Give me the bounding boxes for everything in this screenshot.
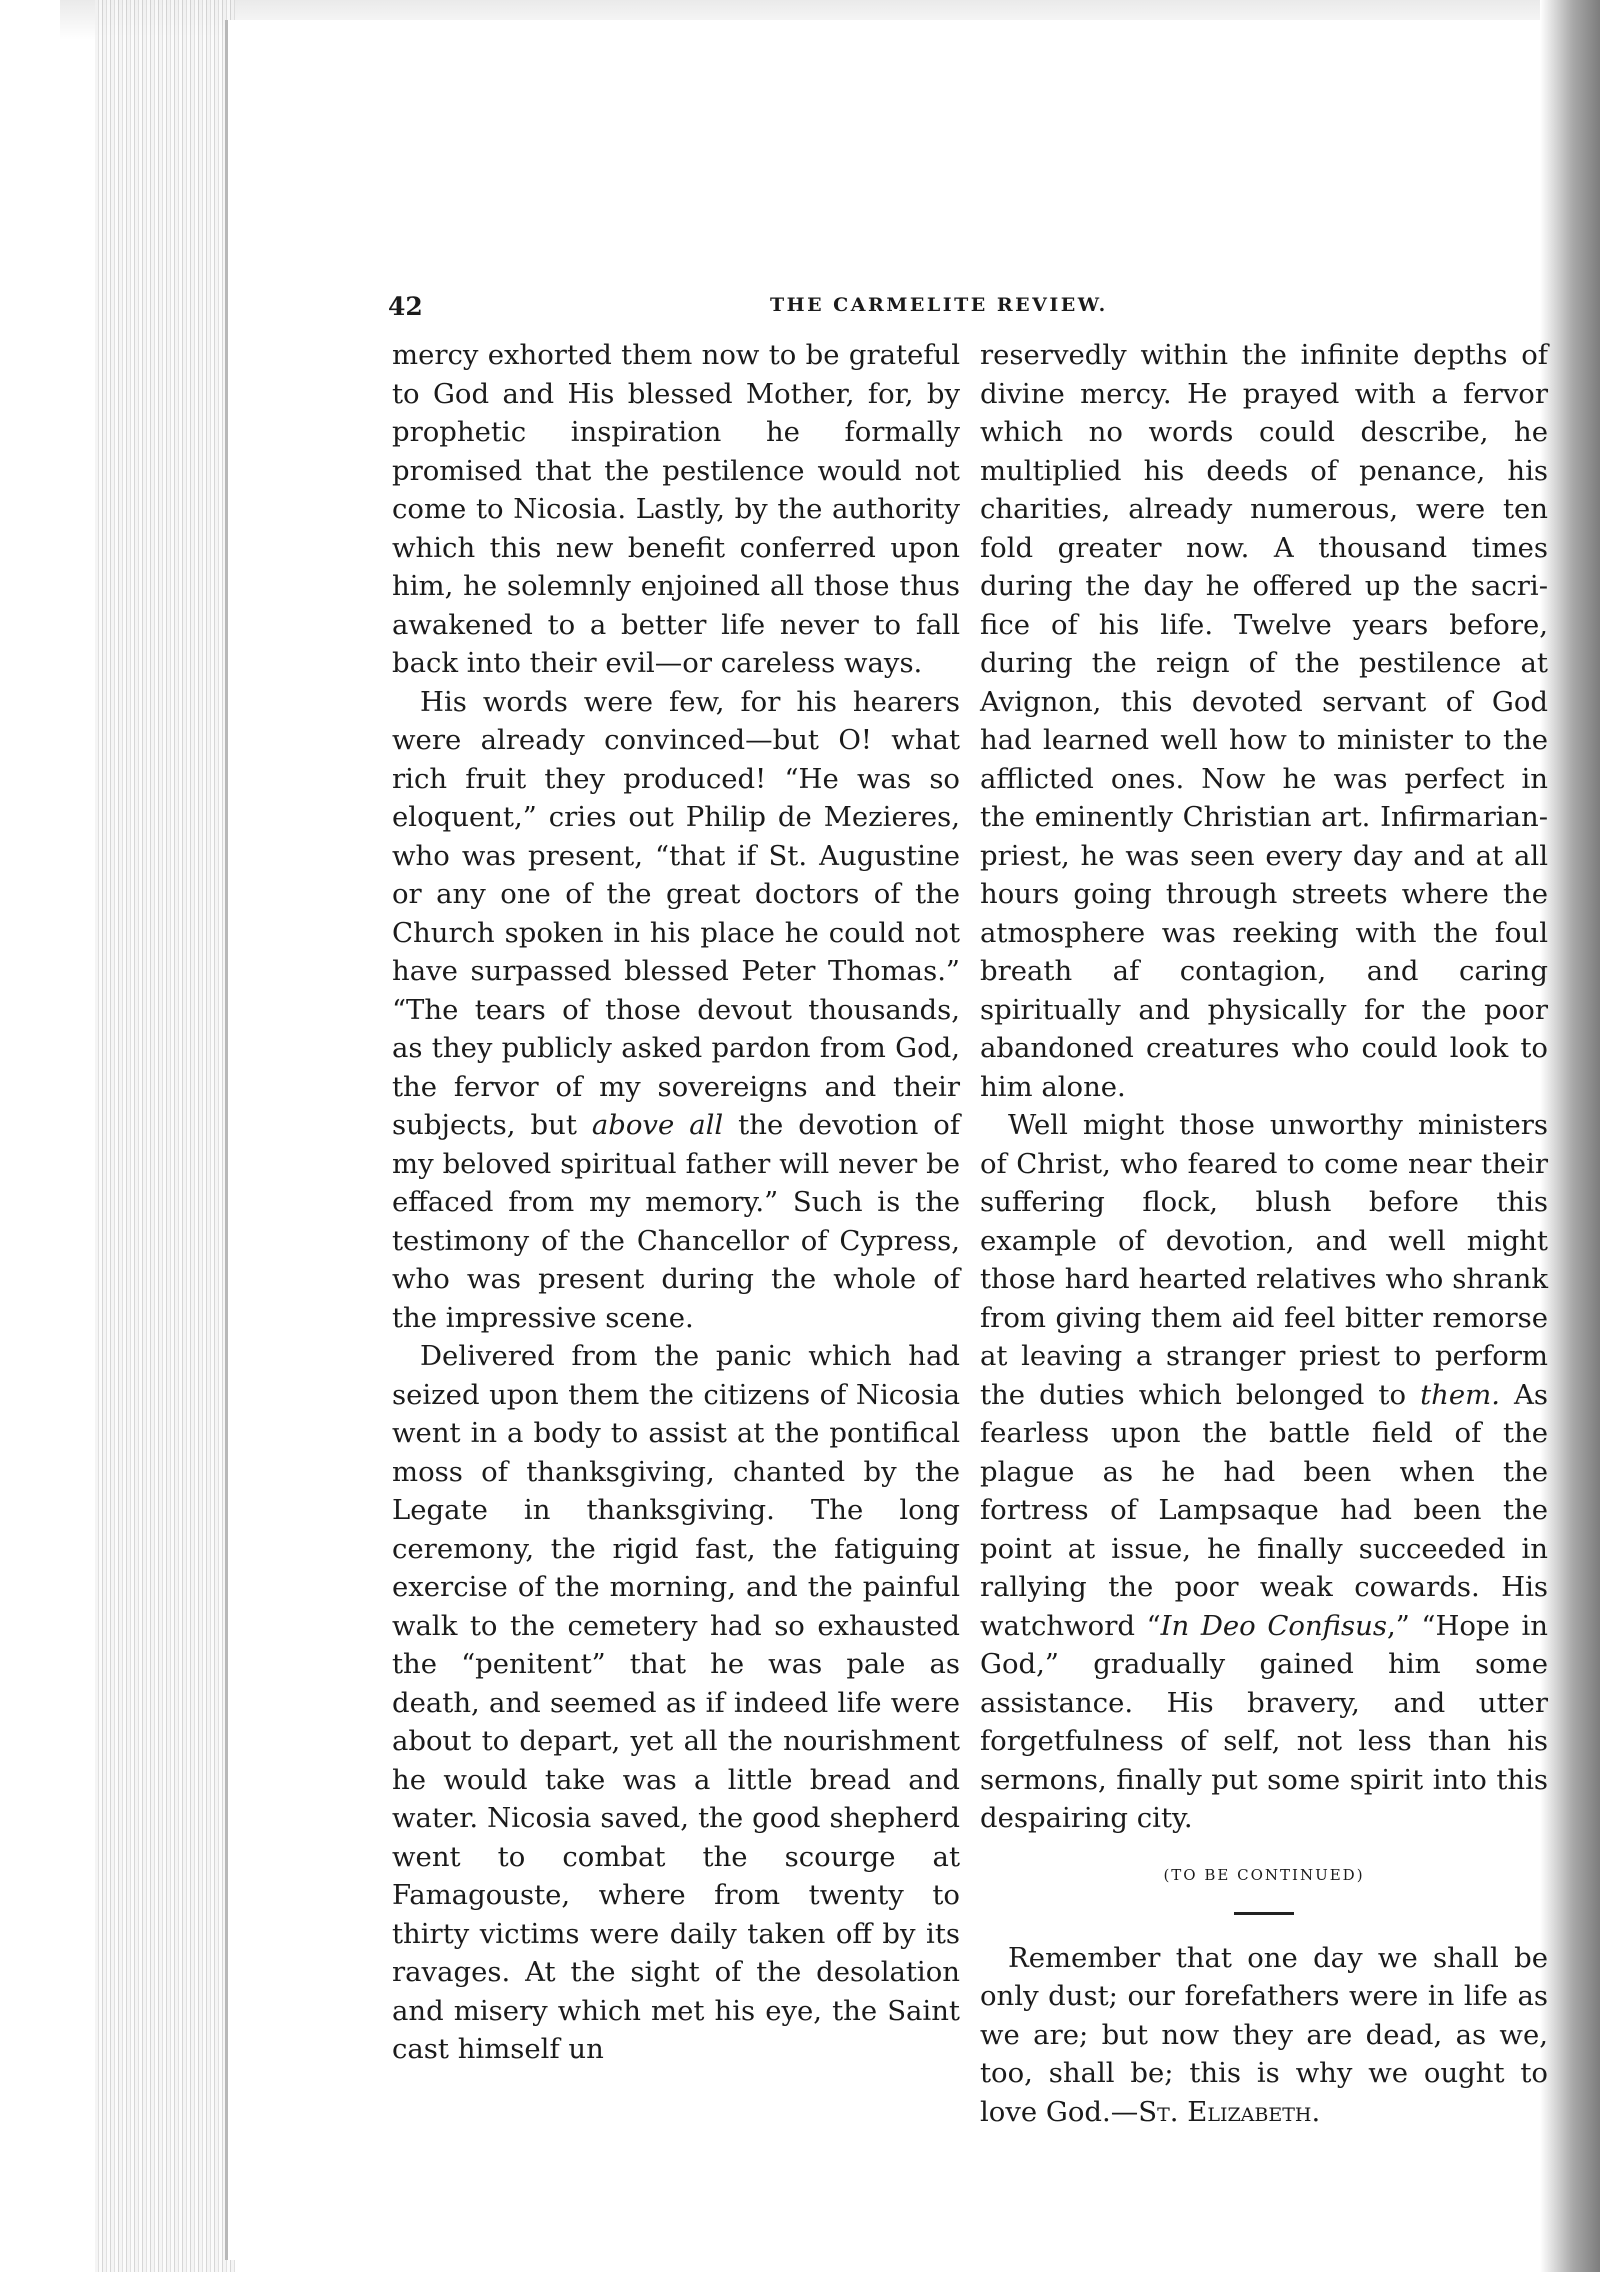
right-column bbox=[980, 336, 1548, 2131]
text-span: ,” “Hope in God,” gradually gained him some assistance. His bravery, and utter forgetfulness of self, not less than his sermons, finally put some spirit into this despairing city. bbox=[980, 1609, 1548, 1834]
paragraph-his-words bbox=[392, 683, 960, 1338]
paragraph-well-might bbox=[980, 1106, 1548, 1838]
journal-title: THE CARMELITE REVIEW. bbox=[770, 294, 1108, 316]
section-divider bbox=[1234, 1912, 1294, 1915]
to-be-continued-note: (TO BE CONTINUED) bbox=[1163, 1865, 1365, 1884]
running-head bbox=[388, 292, 1548, 332]
quote-attribution: St. Elizabeth. bbox=[1138, 2095, 1321, 2128]
quote-text: Remember that one day we shall be only dust; our forefathers were in life as we are; but now they are dead, as we, too, shall be; this is why we ought to love God.— bbox=[980, 1941, 1548, 2128]
book-gutter-shadow bbox=[1540, 0, 1600, 2272]
italic-phrase: above all bbox=[591, 1109, 724, 1141]
closing-quote bbox=[980, 1939, 1548, 2132]
text-span: the devotion of my beloved spiritual father will never be effaced from my memory.” Such is the testimony of the Chancellor of Cypress, who was present during the whole of the impressive scene. bbox=[392, 1109, 960, 1334]
paragraph-delivered: Delivered from the panic which had seized upon them the citizens of Nicosia went in a body to assist at the pontifical moss of thanksgiving, chanted by the Legate in thanksgiving. The long ceremony, the rigid fast, the fatiguing exercise of the morning, and the painful walk to the cemetery had so exhausted the “penitent” that he was pale as death, and seemed as if indeed life were about to depart, yet all the nourishment he would take was a little bread and water. Nicosia saved, the good shepherd went to combat the scourge at Famagouste, where from twenty to thirty victims were daily taken off by its ravages. At the sight of the desolation and misery which met his eye, the Saint cast himself un bbox=[392, 1340, 960, 2065]
paragraph-continued: mercy exhorted them now to be grateful to God and His blessed Mother, for, by prophetic inspiration he formally promised that the pestilence would not come to Nicosia. Lastly, by the authority which this new benefit conferred upon him, he solemnly enjoined all those thus awakened to a better life never to fall back into their evil—or careless ways. bbox=[392, 339, 960, 679]
paragraph-reservedly: reservedly within the infinite depths of divine mercy. He prayed with a fervor which no words could describe, he multiplied his deeds of penance, his charities, already numerous, were ten fold greater now. A thousand times during the day he offered up the sacrifice of his life. Twelve years before, during the reign of the pestilence at Avignon, this devoted servant of God had learned well how to minister to the afflicted ones. Now he was perfect in the eminently Christian art. Infirmarian-priest, he was seen every day and at all hours going through streets where the atmosphere was reeking with the foul breath af contagion, and caring spiritually and physically for the poor abandoned creatures who could look to him alone. bbox=[980, 339, 1548, 1103]
italic-word: them. bbox=[1420, 1378, 1500, 1411]
text-span: Well might those unworthy ministers of Christ, who feared to come near their suffering flock, blush before this example of devotion, and well might those hard hearted relatives who shrank from giving them aid feel bitter remorse at leaving a stranger priest to perform the duties which belonged to bbox=[980, 1109, 1548, 1411]
page-number: 42 bbox=[388, 292, 423, 321]
text-span: His words were few, for his hearers were already convinced—but O! what rich fruit they produced! “He was so eloquent,” cries out Philip de Mezieres, who was present, “that if St. Augustine or any one of the great doctors of the Church spoken in his place he could not have surpassed blessed Peter Thomas.” “The tears of those devout thousands, as they publicly asked pardon from God, the fervor of my sovereigns and their subjects, but bbox=[392, 685, 960, 1141]
italic-motto: In Deo Confisus bbox=[1160, 1609, 1387, 1642]
text-span: As fearless upon the battle field of the plague as he had been when the fortress of Lampsaque had been the point at issue, he finally succeeded in rallying the poor weak cowards. His watchword “ bbox=[980, 1378, 1549, 1642]
stacked-page-edges bbox=[95, 0, 235, 2272]
left-column bbox=[392, 336, 960, 2069]
